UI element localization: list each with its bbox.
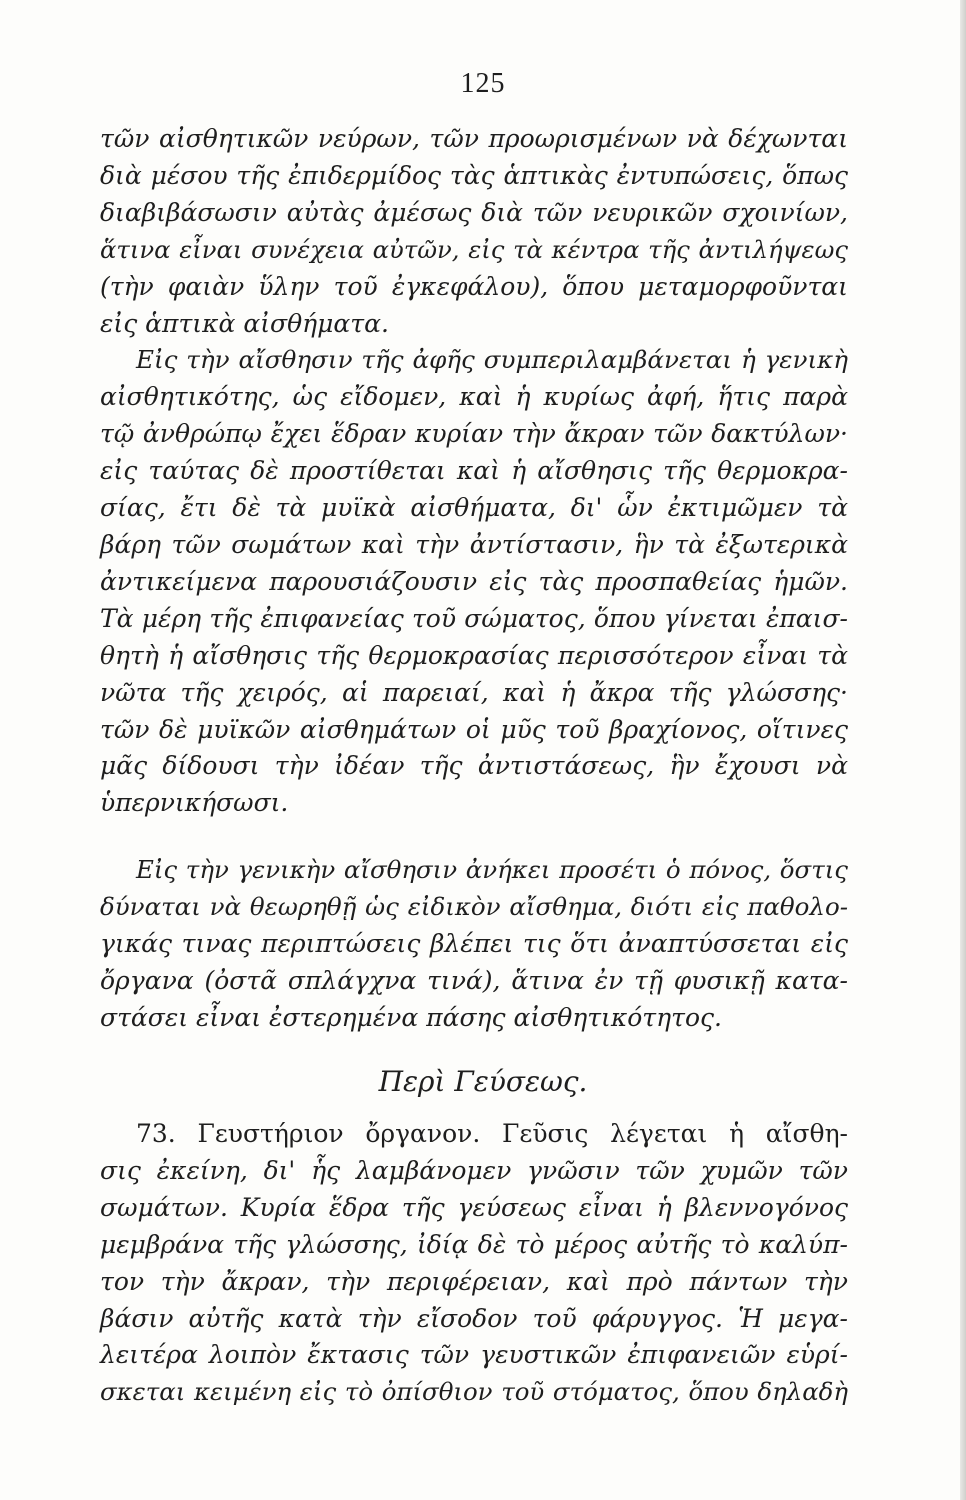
text-line: θητὴ ἡ αἴσθησις τῆς θερμοκρασίας περισσότερον εἶναι τὰ: [100, 640, 848, 670]
text-line: γικάς τινας περιπτώσεις βλέπει τις ὅτι ἀναπτύσσεται εἰς: [100, 928, 848, 958]
text-line: σις ἐκείνη, δι' ἧς λαμβάνομεν γνῶσιν τῶν χυμῶν τῶν: [100, 1155, 848, 1185]
text-line: αἰσθητικότης, ὡς εἴδομεν, καὶ ἡ κυρίως ἀφή, ἥτις παρὰ: [100, 382, 848, 412]
text-line: στάσει εἶναι ἐστερημένα πάσης αἰσθητικότητος.: [100, 1002, 722, 1032]
text-line: (τὴν φαιὰν ὕλην τοῦ ἐγκεφάλου), ὅπου μεταμορφοῦνται: [100, 271, 848, 301]
paragraph-pain: [100, 852, 848, 1037]
text-line: τῷ ἀνθρώπῳ ἔχει ἕδραν κυρίαν τὴν ἄκραν τῶν δακτύλων·: [100, 419, 848, 449]
paragraph-term: Γευστήριον ὄργανον.: [197, 1119, 481, 1148]
text-line: διαβιβάσωσιν αὐτὰς ἀμέσως διὰ τῶν νευρικῶν σχοινίων,: [100, 197, 848, 227]
text-line: ἀντικείμενα παρουσιάζουσιν εἰς τὰς προσπαθείας ἡμῶν.: [100, 566, 848, 596]
text-line: μεμβράνα τῆς γλώσσης, ἰδίᾳ δὲ τὸ μέρος αὐτῆς τὸ καλύπ-: [100, 1229, 848, 1259]
paragraph-taste-organ: [100, 1116, 848, 1411]
text-line: μᾶς δίδουσι τὴν ἰδέαν τῆς ἀντιστάσεως, ἣν ἔχουσι νὰ: [100, 751, 848, 781]
text-line: τῶν δὲ μυϊκῶν αἰσθημάτων οἱ μῦς τοῦ βραχίονος, οἵτινες: [100, 714, 848, 744]
text-line: τον τὴν ἄκραν, τὴν περιφέρειαν, καὶ πρὸ πάντων τὴν: [100, 1266, 848, 1296]
text-line: βάσιν αὐτῆς κατὰ τὴν εἴσοδον τοῦ φάρυγγος. Ἡ μεγα-: [100, 1303, 848, 1333]
text-line: σκεται κειμένη εἰς τὸ ὀπίσθιον τοῦ στόματος, ὅπου δηλαδὴ: [100, 1377, 848, 1407]
text-line: λειτέρα λοιπὸν ἔκτασις τῶν γευστικῶν ἐπιφανειῶν εὑρί-: [100, 1340, 848, 1370]
text-line: νῶτα τῆς χειρός, αἱ παρειαί, καὶ ἡ ἄκρα τῆς γλώσσης·: [100, 677, 848, 707]
text-line: σίας, ἔτι δὲ τὰ μυϊκὰ αἰσθήματα, δι' ὧν ἐκτιμῶμεν τὰ: [100, 493, 848, 523]
text-line: εἰς ἁπτικὰ αἰσθήματα.: [100, 308, 389, 338]
text-line: ὑπερνικήσωσι.: [100, 788, 289, 818]
text-line: Εἰς τὴν γενικὴν αἴσθησιν ἀνήκει προσέτι ὁ πόνος, ὅστις: [136, 855, 848, 884]
text-line: [100, 1116, 848, 1153]
text-line: δύναται νὰ θεωρηθῇ ὡς εἰδικὸν αἴσθημα, διότι εἰς παθολο-: [100, 891, 848, 921]
text-line: σωμάτων. Κυρία ἕδρα τῆς γεύσεως εἶναι ἡ βλεννογόνος: [100, 1192, 848, 1222]
text-line: Εἰς τὴν αἴσθησιν τῆς ἀφῆς συμπεριλαμβάνεται ἡ γενικὴ: [136, 345, 848, 375]
text-line: διὰ μέσου τῆς ἐπιδερμίδος τὰς ἁπτικὰς ἐντυπώσεις, ὅπως: [100, 160, 848, 190]
paragraph-number: 73.: [136, 1119, 176, 1148]
text-line: βάρη τῶν σωμάτων καὶ τὴν ἀντίστασιν, ἣν τὰ ἐξωτερικὰ: [100, 529, 848, 559]
paragraph-touch-sense: [100, 121, 848, 822]
text-line: ἅτινα εἶναι συνέχεια αὐτῶν, εἰς τὰ κέντρα τῆς ἀντιλήψεως: [100, 234, 848, 264]
text-line: τῶν αἰσθητικῶν νεύρων, τῶν προωρισμένων νὰ δέχωνται: [100, 124, 848, 153]
page-edge-shadow: [960, 0, 966, 1500]
text-fragment: Γεῦσις λέγεται ἡ αἴσθη-: [502, 1119, 848, 1148]
text-line: Τὰ μέρη τῆς ἐπιφανείας τοῦ σώματος, ὅπου γίνεται ἐπαισ-: [100, 603, 848, 633]
text-line: εἰς ταύτας δὲ προστίθεται καὶ ἡ αἴσθησις τῆς θερμοκρα-: [100, 456, 848, 486]
section-heading: Περὶ Γεύσεως.: [378, 1065, 588, 1098]
page-number: 125: [460, 68, 506, 99]
text-line: ὄργανα (ὀστᾶ σπλάγχνα τινά), ἅτινα ἐν τῇ φυσικῇ κατα-: [100, 965, 848, 995]
